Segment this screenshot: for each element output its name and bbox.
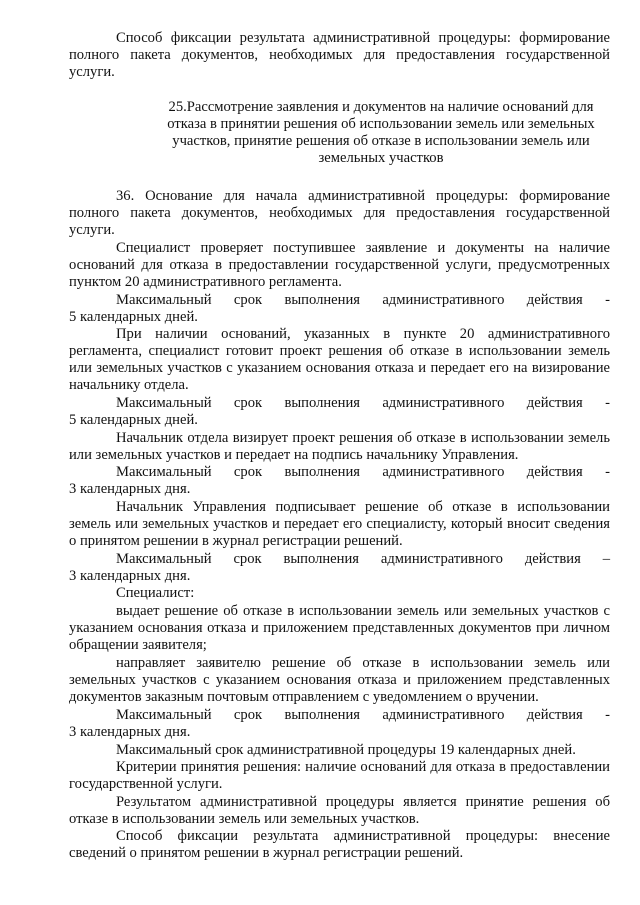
paragraph-max-total: Максимальный срок административной процедуры 19 календарных дней.	[116, 742, 576, 758]
term-value: 3 календарных дня.	[69, 568, 191, 584]
paragraph-result: Результатом административной процедуры является принятие решения об отказе в использовании земель или земельных участков.	[69, 794, 610, 827]
term-label: Максимальный срок выполнения административного действия -	[116, 292, 610, 308]
heading-line: участков, принятие решения об отказе в использовании земель или	[172, 133, 590, 149]
term-value: 5 календарных дней.	[69, 412, 198, 428]
term-row-1	[69, 292, 610, 326]
term-row-2	[69, 395, 610, 429]
term-row-5	[69, 707, 610, 741]
term-row-4	[69, 551, 610, 585]
term-label: Максимальный срок выполнения административного действия -	[116, 707, 610, 723]
term-label: Максимальный срок выполнения административного действия -	[116, 395, 610, 411]
heading-line: 25.Рассмотрение заявления и документов на наличие оснований для	[168, 99, 594, 115]
heading-line: земельных участков	[318, 150, 444, 166]
paragraph-specialist-check: Специалист проверяет поступившее заявление и документы на наличие оснований для отказа в предоставлении государственной услуги, предусмотренных пунктом 20 административного регламента.	[69, 240, 610, 290]
paragraph-sends-decision: направляет заявителю решение об отказе в использовании земель или земельных участков с указанием основания отказа и приложением представленных документов заказным почтовым отправлением с уведомлением о вручении.	[69, 655, 610, 705]
paragraph-head-department: Начальник отдела визирует проект решения об отказе в использовании земель или земельных участков и передает на подпись начальнику Управления.	[69, 430, 610, 463]
paragraph-issues-decision: выдает решение об отказе в использовании земель или земельных участков с указанием основания отказа и приложением представленных документов при личном обращении заявителя;	[69, 603, 610, 653]
paragraph-36: 36. Основание для начала административной процедуры: формирование полного пакета документов, необходимых для предоставления государственной услуги.	[69, 188, 610, 238]
paragraph-fixation-final: Способ фиксации результата административной процедуры: внесение сведений о принятом решении в журнал регистрации решений.	[69, 828, 610, 861]
paragraph-grounds: При наличии оснований, указанных в пункте 20 административного регламента, специалист готовит проект решения об отказе в использовании земель или земельных участков с указанием основания отказа и передает его на визирование начальнику отдела.	[69, 326, 610, 393]
paragraph-head-administration: Начальник Управления подписывает решение об отказе в использовании земель или земельных участков и передает его специалисту, который вносит сведения о принятом решении в журнал регистрации решений.	[69, 499, 610, 549]
term-value: 3 календарных дня.	[69, 724, 191, 740]
paragraph-fixation-intro: Способ фиксации результата административной процедуры: формирование полного пакета документов, необходимых для предоставления государственной услуги.	[69, 30, 610, 80]
term-value: 3 календарных дня.	[69, 481, 191, 497]
term-row-3	[69, 464, 610, 498]
term-value: 5 календарных дней.	[69, 309, 198, 325]
section-heading-25	[150, 99, 612, 167]
paragraph-criteria: Критерии принятия решения: наличие оснований для отказа в предоставлении государственной услуги.	[69, 759, 610, 792]
heading-line: отказа в принятии решения об использовании земель или земельных	[167, 116, 595, 132]
term-label: Максимальный срок выполнения административного действия -	[116, 464, 610, 480]
term-label: Максимальный срок выполнения административного действия –	[116, 551, 610, 567]
paragraph-specialist: Специалист:	[116, 585, 195, 601]
